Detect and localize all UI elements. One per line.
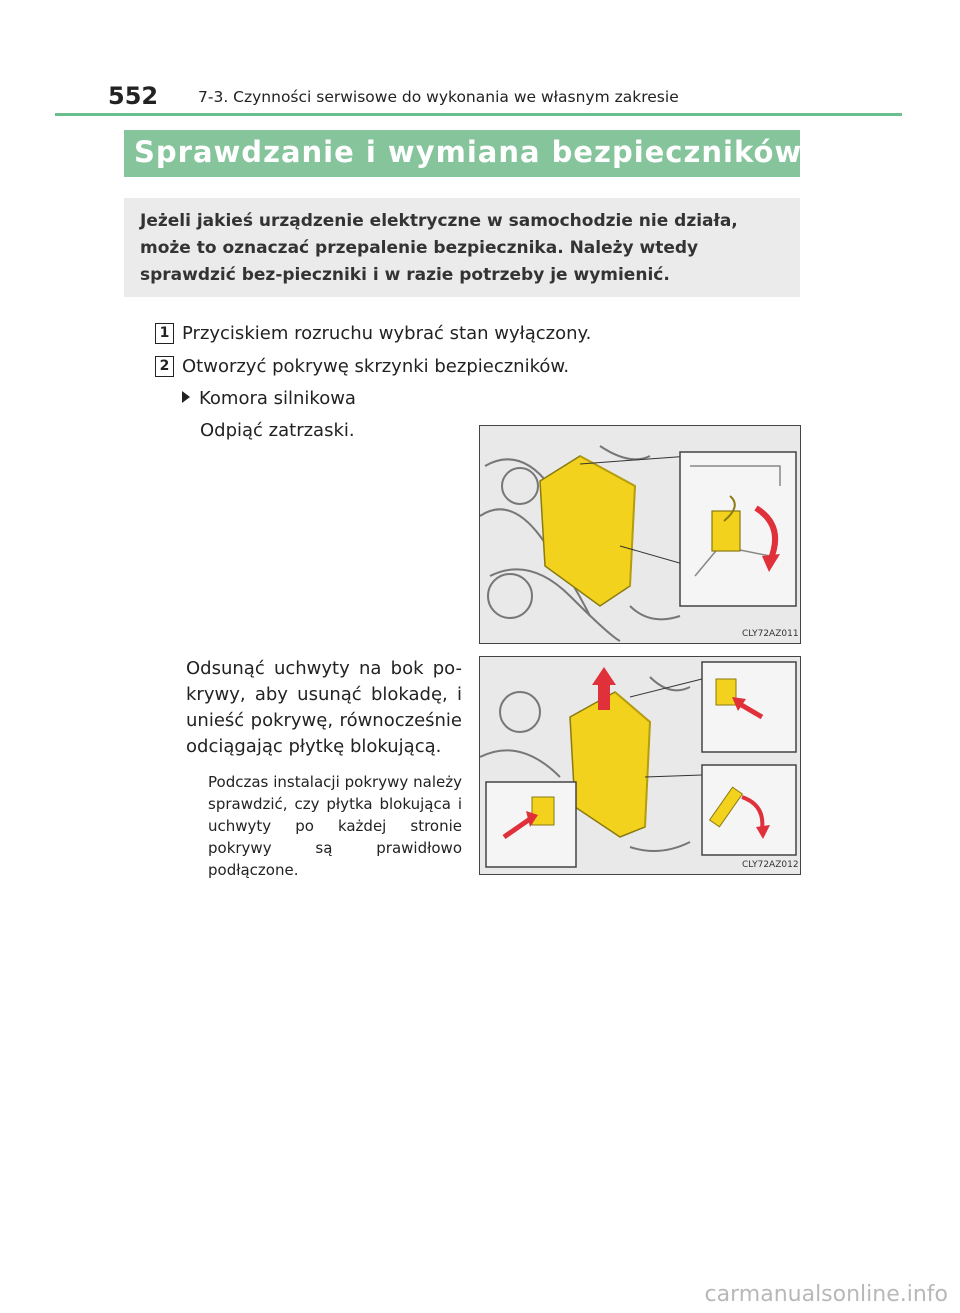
subsection-label: Komora silnikowa (199, 388, 356, 409)
chapter-title: 7-3. Czynności serwisowe do wykonania we własnym zakresie (198, 88, 679, 106)
figure-fuse-box-open (479, 656, 801, 875)
step-number-1: 1 (155, 323, 174, 344)
figure-code-1: CLY72AZ011 (742, 629, 799, 639)
instruction-remove-cover: Odsunąć uchwyty na bok po-krywy, aby usunąć blokadę, i unieść pokrywę, równocześnie odciągając płytkę blokującą. (186, 658, 462, 757)
step-text-1: Przyciskiem rozruchu wybrać stan wyłączony. (182, 323, 592, 344)
intro-box (124, 198, 800, 297)
subsection-heading (182, 388, 356, 409)
figure-fuse-box-latch (479, 425, 801, 644)
triangle-bullet-icon (182, 391, 190, 403)
section-title-band (124, 130, 803, 177)
instruction-unlatch: Odpiąć zatrzaski. (200, 420, 355, 441)
engine-bay-illustration-2 (480, 657, 800, 874)
watermark: carmanualsonline.info (704, 1282, 948, 1307)
header-divider (55, 113, 902, 116)
installation-note: Podczas instalacji pokrywy należy sprawdzić, czy płytka blokująca i uchwyty po każdej stronie pokrywy są prawidłowo podłączone. (208, 773, 462, 879)
figure-code-2: CLY72AZ012 (742, 860, 799, 870)
intro-text: Jeżeli jakieś urządzenie elektryczne w samochodzie nie działa, może to oznaczać przepalenie bezpiecznika. Należy wtedy sprawdzić bez-pieczniki i w razie potrzeby je wymienić. (140, 211, 738, 285)
step-text-2: Otworzyć pokrywę skrzynki bezpieczników. (182, 356, 570, 377)
section-title: Sprawdzanie i wymiana bezpieczników (134, 135, 803, 169)
step-number-2: 2 (155, 356, 174, 377)
page-number: 552 (108, 82, 159, 110)
engine-bay-illustration-1 (480, 426, 800, 643)
